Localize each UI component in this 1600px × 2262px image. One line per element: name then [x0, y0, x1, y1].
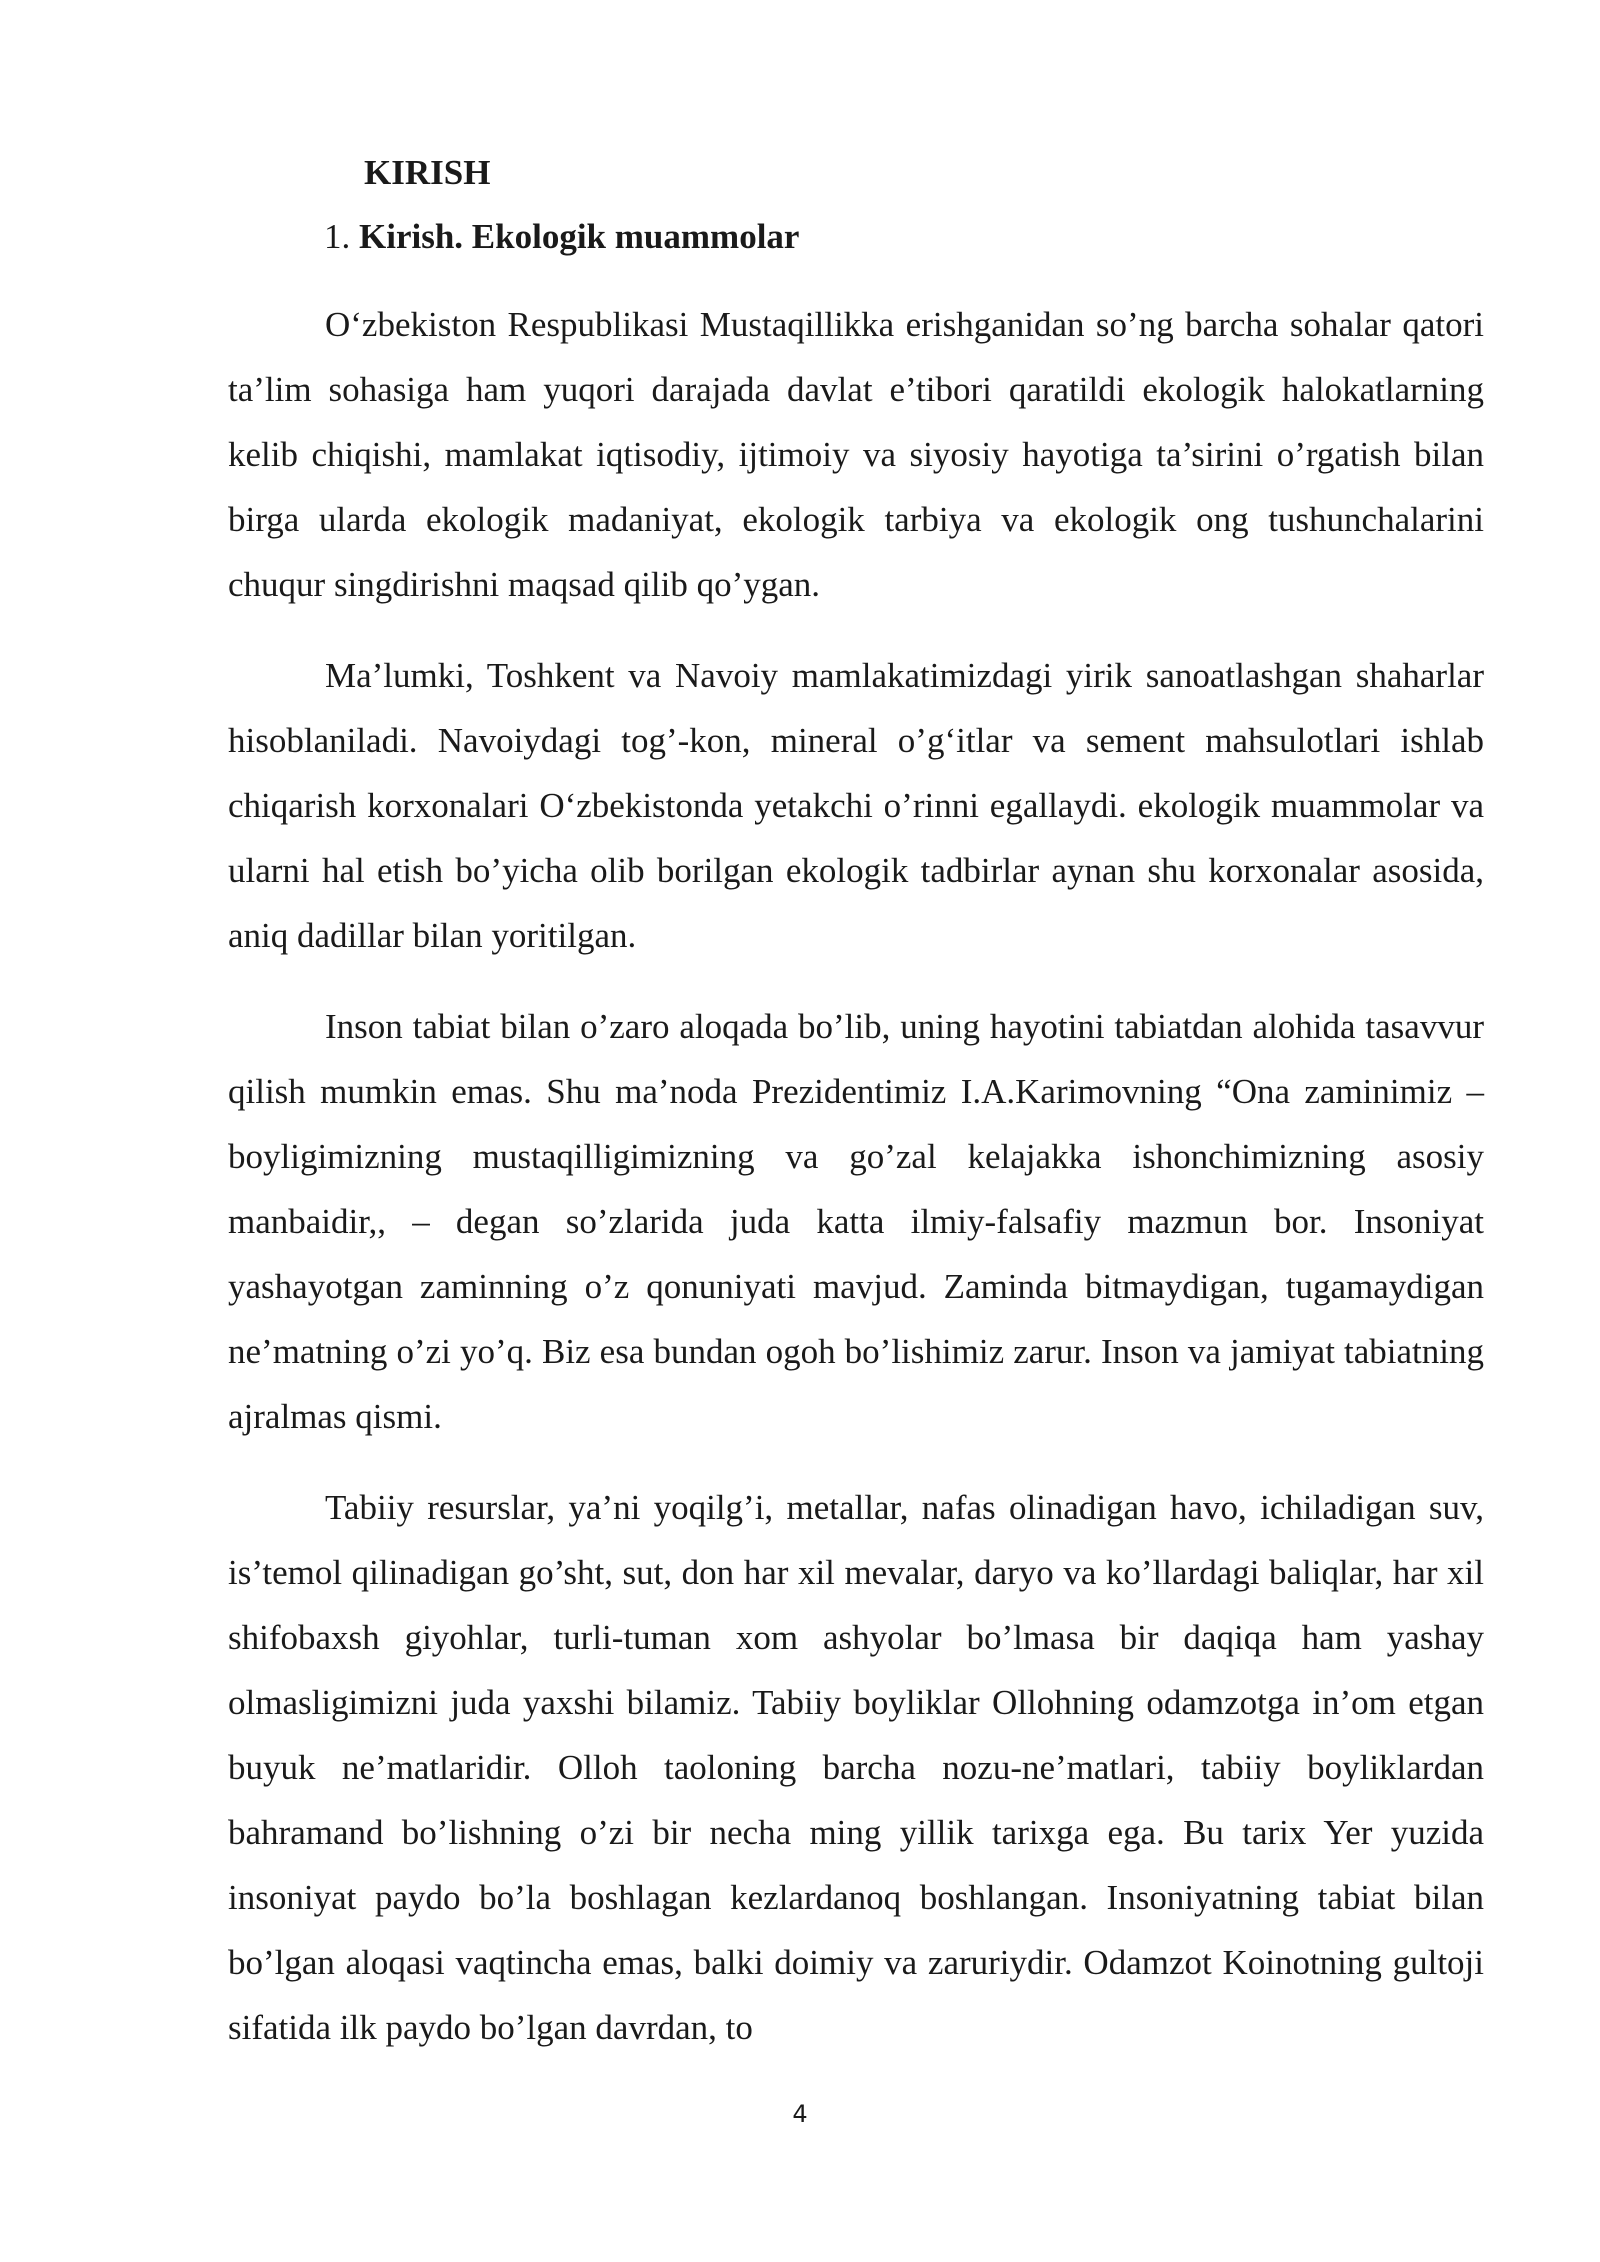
body-paragraph-2: Ma’lumki, Toshkent va Navoiy mamlakatimizdagi yirik sanoatlashgan shaharlar hisoblaniladi. Navoiydagi tog’-kon, mineral o’g‘itlar va sement mahsulotlari ishlab chiqarish korxonalari O‘zbekistonda yetakchi o’rinni egallaydi. ekologik muammolar va ularni hal etish bo’yicha olib borilgan ekologik tadbirlar aynan shu korxonalar asosida, aniq dadillar bilan yoritilgan.	[228, 656, 1484, 955]
page-number: 4	[792, 2100, 808, 2128]
body-paragraph-1: O‘zbekiston Respublikasi Mustaqillikka erishganidan so’ng barcha sohalar qatori ta’lim sohasiga ham yuqori darajada davlat e’tibori qaratildi ekologik halokatlarning kelib chiqishi, mamlakat iqtisodiy, ijtimoiy va siyosiy hayotiga ta’sirini o’rgatish bilan birga ularda ekologik madaniyat, ekologik tarbiya va ekologik ong tushunchalarini chuqur singdirishni maqsad qilib qo’ygan.	[228, 305, 1484, 604]
page-content	[228, 148, 1484, 2086]
subsection-number: 1.	[324, 217, 351, 256]
body-paragraph-3: Inson tabiat bilan o’zaro aloqada bo’lib, uning hayotini tabiatdan alohida tasavvur qilish mumkin emas. Shu ma’noda Prezidentimiz I.A.Karimovning “Ona zaminimiz –boyligimizning mustaqilligimizning va go’zal kelajakka ishonchimizning asosiy manbaidir,, – degan so’zlarida juda katta ilmiy-falsafiy mazmun bor. Insoniyat yashayotgan zaminning o’z qonuniyati mavjud. Zaminda bitmaydigan, tugamaydigan ne’matning o’zi yo’q. Biz esa bundan ogoh bo’lishimiz zarur. Inson va jamiyat tabiatning ajralmas qismi.	[228, 1007, 1484, 1436]
section-heading: KIRISH	[364, 153, 491, 192]
body-paragraph-4: Tabiiy resurslar, ya’ni yoqilg’i, metallar, nafas olinadigan havo, ichiladigan suv, is’temol qilinadigan go’sht, sut, don har xil mevalar, daryo va ko’llardagi baliqlar, har xil shifobaxsh giyohlar, turli-tuman xom ashyolar bo’lmasa bir daqiqa ham yashay olmasligimizni juda yaxshi bilamiz. Tabiiy boyliklar Ollohning odamzotga in’om etgan buyuk ne’matlaridir. Olloh taoloning barcha nozu-ne’matlari, tabiiy boyliklardan bahramand bo’lishning o’zi bir necha ming yillik tarixga ega. Bu tarix Yer yuzida insoniyat paydo bo’la boshlagan kezlardanoq boshlangan. Insoniyatning tabiat bilan bo’lgan aloqasi vaqtincha emas, balki doimiy va zaruriydir. Odamzot Koinotning gultoji sifatida ilk paydo bo’lgan davrdan, to	[228, 1488, 1484, 2047]
subsection-heading	[324, 212, 1484, 262]
subsection-title: Kirish. Ekologik muammolar	[359, 217, 800, 256]
